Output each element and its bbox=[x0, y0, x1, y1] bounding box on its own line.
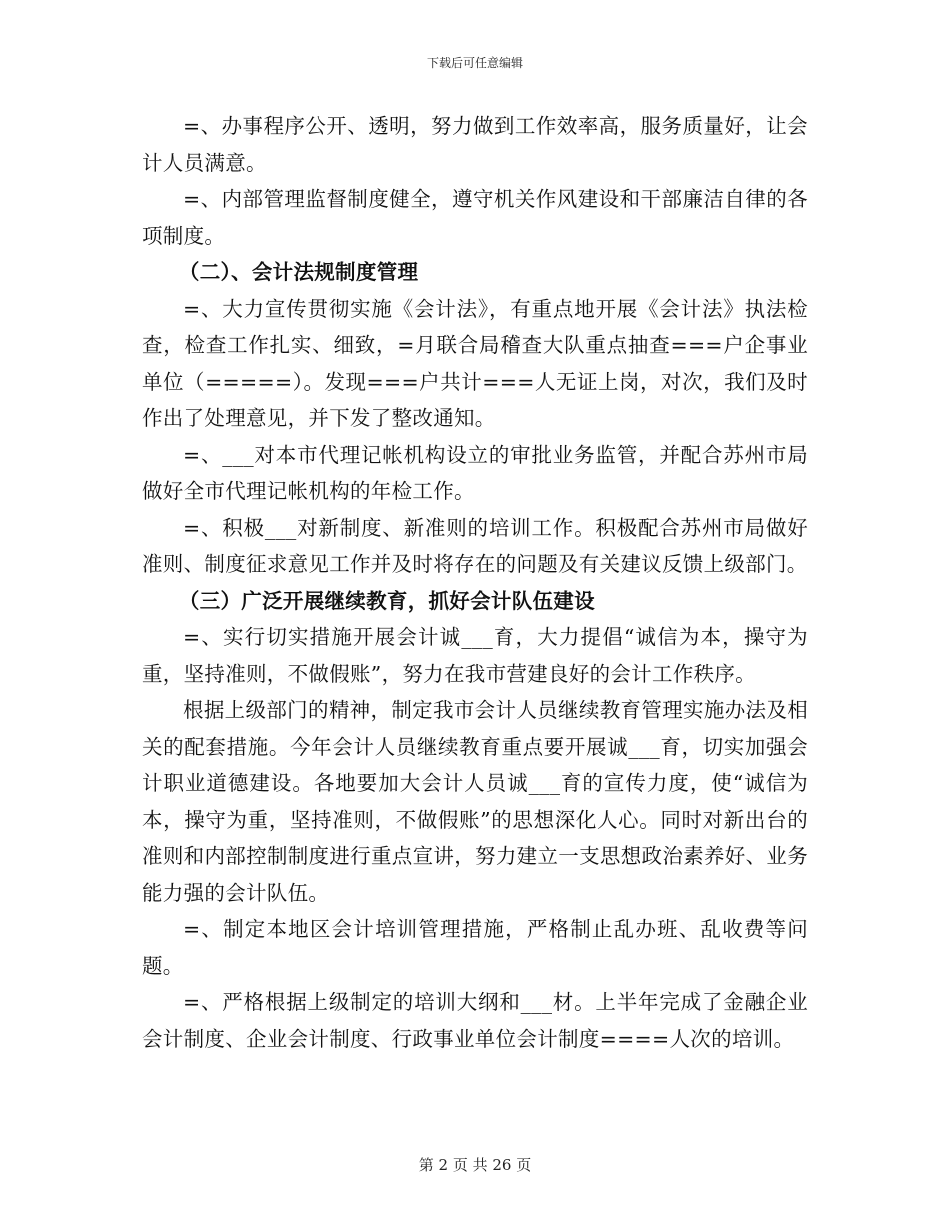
paragraph-9: =、严格根据上级制定的培训大纲和___材。上半年完成了金融企业会计制度、企业会计制度、行政事业单位会计制度====人次的培训。 bbox=[142, 990, 808, 1051]
paragraph-6: =、实行切实措施开展会计诚___育，大力提倡“诚信为本，操守为重，坚持准则，不做假账”，努力在我市营建良好的会计工作秩序。 bbox=[142, 625, 808, 686]
paragraph-1: =、办事程序公开、透明，努力做到工作效率高，服务质量好，让会计人员满意。 bbox=[142, 114, 808, 175]
paragraph-3: =、大力宣传贯彻实施《会计法》，有重点地开展《会计法》执法检查，检查工作扎实、细致，=月联合局稽查大队重点抽查===户企事业单位（=====）。发现===户共计===人无证上岗，对次，我们及时作出了处理意见，并下发了整改通知。 bbox=[142, 296, 808, 430]
section-heading-2: （二）、会计法规制度管理 bbox=[178, 260, 419, 284]
paragraph-4: =、___对本市代理记帐机构设立的审批业务监管，并配合苏州市局做好全市代理记帐机构的年检工作。 bbox=[142, 442, 808, 503]
paragraph-8: =、制定本地区会计培训管理措施，严格制止乱办班、乱收费等问题。 bbox=[142, 917, 808, 978]
paragraph-7: 根据上级部门的精神，制定我市会计人员继续教育管理实施办法及相关的配套措施。今年会计人员继续教育重点要开展诚___育，切实加强会计职业道德建设。各地要加大会计人员诚___育的宣传力度，使“诚信为本，操守为重，坚持准则，不做假账”的思想深化人心。同时对新出台的准则和内部控制制度进行重点宣讲，努力建立一支思想政治素养好、业务能力强的会计队伍。 bbox=[142, 698, 808, 905]
paragraph-2: =、内部管理监督制度健全，遵守机关作风建设和干部廉洁自律的各项制度。 bbox=[142, 187, 808, 248]
page-footer: 第 2 页 共 26 页 bbox=[418, 1156, 532, 1174]
paragraph-5: =、积极___对新制度、新准则的培训工作。积极配合苏州市局做好准则、制度征求意见工作并及时将存在的问题及有关建议反馈上级部门。 bbox=[142, 515, 808, 576]
document-body bbox=[142, 108, 808, 1057]
page-header: 下载后可任意编辑 bbox=[426, 56, 523, 70]
section-heading-3: （三）广泛开展继续教育，抓好会计队伍建设 bbox=[178, 588, 595, 613]
